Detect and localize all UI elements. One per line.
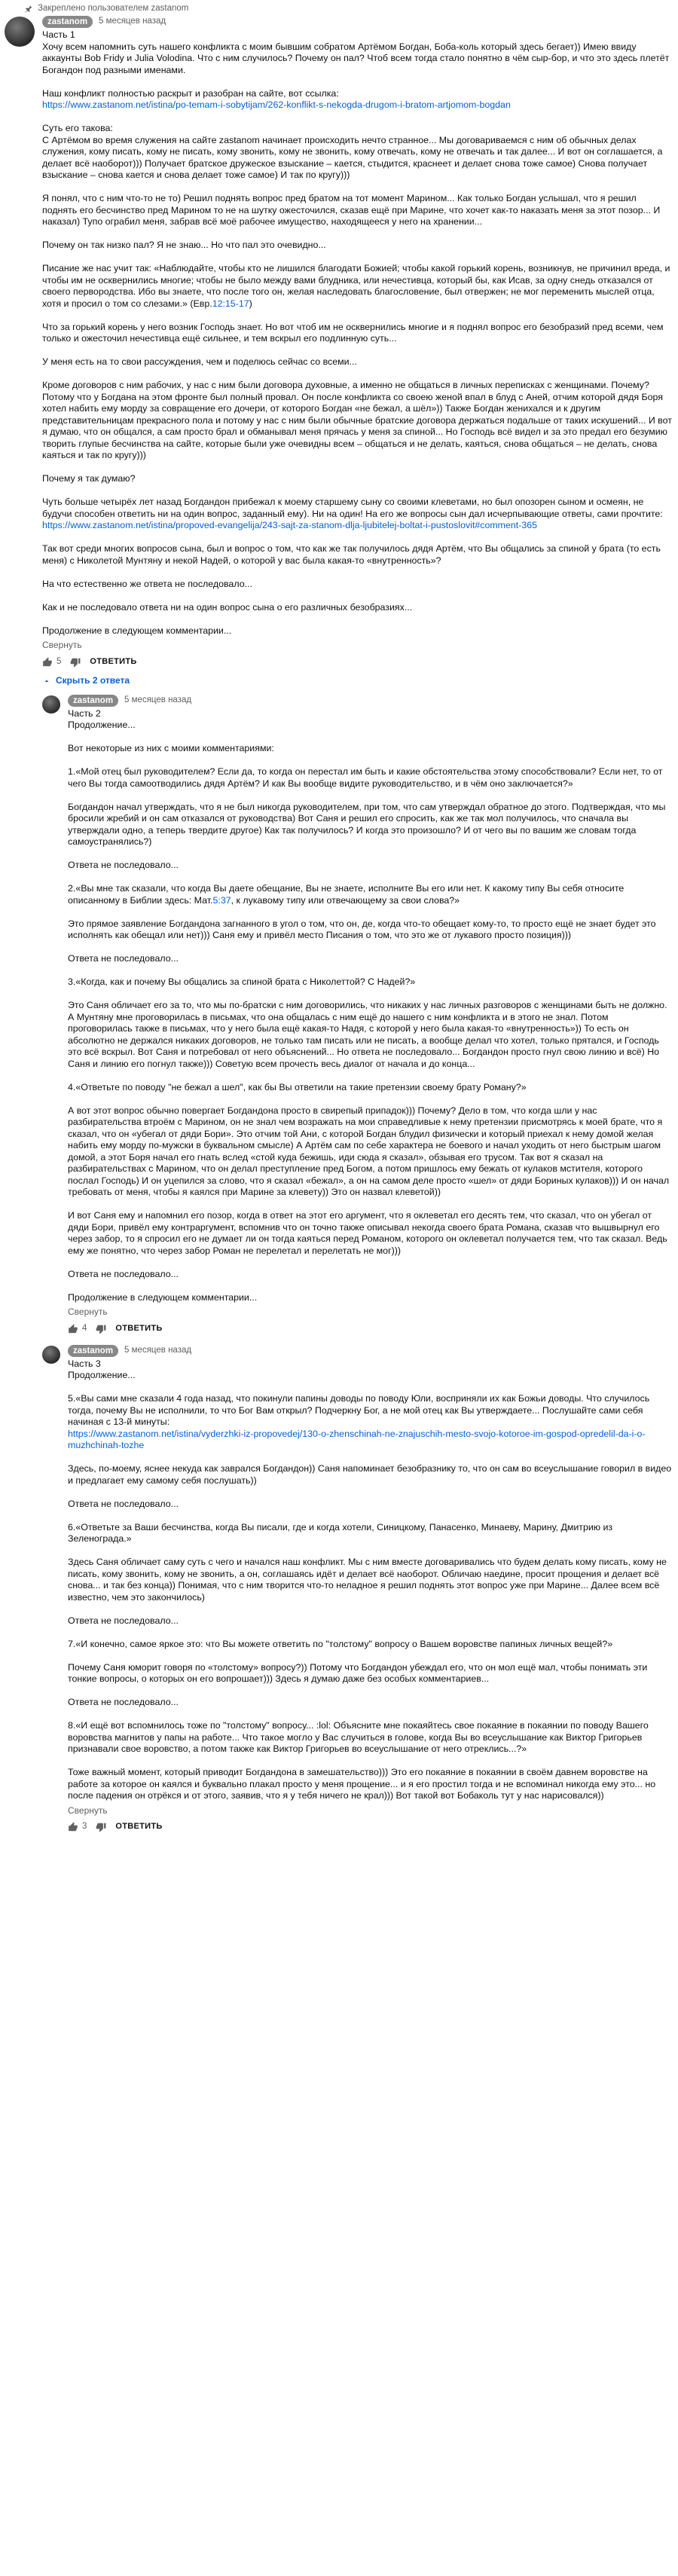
comment-paragraph: Как и не последовало ответа ни на один вопрос сына о его различных безобразиях... bbox=[42, 601, 413, 613]
author-name[interactable]: zastanom bbox=[68, 1345, 118, 1357]
thumb-down-icon bbox=[70, 657, 81, 668]
like-count: 3 bbox=[82, 1822, 87, 1832]
pinned-indicator bbox=[5, 3, 672, 15]
comment-paragraph: 7.«И конечно, самое яркое это: что Вы можете ответить по "толстому" вопросу о Вашем воровстве папиных личных вещей?» bbox=[68, 1638, 613, 1649]
replies-list bbox=[42, 694, 672, 1837]
comment-paragraph: Ответа не последовало... bbox=[68, 953, 179, 964]
avatar[interactable] bbox=[5, 17, 35, 47]
scripture-ref-link[interactable]: 12:15-17 bbox=[212, 298, 249, 309]
comment-paragraph: 6.«Ответьте за Ваши бесчинства, когда Вы писали, где и когда хотели, Синицкому, Панасенко, Минаеву, Марину, Дмитрию из Зеленограда.» bbox=[68, 1521, 615, 1544]
comment-paragraph: Это прямое заявление Богдандона загнанного в угол о том, что он, де, когда что-то обещает кому-то, то просто ещё не знает будет это исполнять как обещал или нет))) Саня ему и привёл место Писания о том, что это же от лукавого просто позиция))) bbox=[68, 918, 659, 940]
scripture-ref-link[interactable]: 5:37 bbox=[212, 894, 231, 906]
comment-paragraph: А вот этот вопрос обычно повергает Богдандона просто в свирепый припадок))) Почему? Дело в том, что когда шли у нас разбирательства втроём с Марином, он не знал чем возражать на мои справедливые к нему претензии присмотрясь к моей брате, что я сказал, что он «убегал от дяди Бори». Это отчим той Ани, с которой Богдан блудил физически и который приехал к нему домой желая набить ему морду по-мужски в буквальном смысле) А Артём сам по себе характера не боевого и начал уходить от него быстрым шагом домой, а этот Боря начал его гнать вслед «стой куда бежишь, иди сюда я сказал», обзывая его трусом. Так вот я сказал на разбирательствах с Марином, что он делал преступление пред Богом, а потом пришлось ему бежать от кулаков мстителя, которого послал Господь) И он уцепился за слово, что я сказал «бежал», а он на самом деле просто «шел» от дяди Бориных кулаков))) И он начал требовать от меня, чтобы я каялся при Марине за клевету)) Это он назвал клеветой)) bbox=[68, 1105, 672, 1197]
comment-paragraph: И вот Саня ему и напомнил его позор, когда в ответ на этот его аргумент, что я оклеветал его десять тем, что сказал, что он убегал от дяди Бори, привёл ему контраргумент, вспомнив что он точно также описывал некогда своего брата Романа, сказав что вышвырнул его через забор, то я спросил его не думает ли он тогда каяться перед Романом, которого он оклеветал получается тем, что так сказал. Ведь ему же понятно, что через забор Роман не перелетал и перелетать не мог))) bbox=[68, 1210, 670, 1256]
author-name[interactable]: zastanom bbox=[42, 16, 93, 28]
comment-paragraph: Чуть больше четырёх лет назад Богдандон прибежал к моему старшему сыну со своими клеветами, но был опозорен сыном и осмеян, не будучи способен ответить ни на один вопрос, заданный ему). Ни на один! На его же вопросы сын дал исчерпывающие ответы, сами прочтите: https://www.zastanom.net/istina/propoved-evangelija/243-sajt-za-stanom-dlja-ljubitelej-boltat-i-pustoslovit#comment-365 bbox=[42, 497, 663, 530]
comment-paragraph: 1.«Мой отец был руководителем? Если да, то когда он перестал им быть и какие обстоятельства этому способствовали? Если нет, то от чего Вы тогда самоотводились дядя Артём? И как Вы вообще видите руководительство, и в чём оно заключается?» bbox=[68, 766, 665, 789]
reply-button[interactable]: ОТВЕТИТЬ bbox=[90, 656, 137, 666]
comment-paragraph: Почему он так низко пал? Я не знаю... Но что пал это очевидно... bbox=[42, 240, 326, 250]
comment-paragraph: Кроме договоров с ним рабочих, у нас с ним были договора духовные, а именно не общаться в личных переписках с женщинами. Почему? Потому что у Богдана на этом фронте был полный провал. Он после конфликта со своею женой впал в блуд с Аней, отчим которой дядя Боря хотел набить ему морду за совращение его дочери, от которого Богдан «не бежал, а шёл»)) Также Богдан женихался и к другим представительницам прекрасного пола и потому у нас с ним были обычные братские договора держаться подальше от таких искушений... И вот я думаю, что он общался, а сам просто брал и обманывал меня прячась у меня за спиной... Но Господь всё видел и за это предал его безумию творить глупые бесчинства на сайте, которые были уже очевидны всем – общаться и не делать, каяться, снова общаться – не делать, снова каяться и так по кругу))) bbox=[42, 380, 675, 460]
comment-paragraph: Это Саня обличает его за то, что мы по-братски с ним договорились, что никаких у нас личных разговоров с женщинами быть не должно. А Мунтяну мне проговорилась в письмах, что она общалась с ним ещё до нашего с ним конфликта и в этого не знал. Потом проговорилась также в письмах, что у него была ещё какая-то Надя, с которой у него была какая-то «внутренность»)) То есть он абсолютно не держался никаких договоров, не только там писать или не писать, а вообще делал что хотел, только прятался, и Господь это всё вскрыл. Вот Саня и потребовал от него объяснений... Но ответа не последовало... Богдандон просто гнул свою линию и всё) Но Саня и линию его погнул также))) Советую всем прочесть весь диалог от начала и до конца... bbox=[68, 1000, 670, 1069]
pinned-label: Закреплено пользователем zastanom bbox=[38, 4, 189, 14]
timestamp[interactable]: 5 месяцев назад bbox=[124, 695, 192, 704]
thumb-down-icon bbox=[96, 1324, 106, 1334]
comment-paragraph: Наш конфликт полностью раскрыт и разобран на сайте, вот ссылка: https://www.zastanom.net/istina/po-temam-i-sobytijam/262-konflikt-s-nekogda-drugom-i-bratom-artjomom-bogdan bbox=[42, 87, 511, 110]
comment-paragraph: 5.«Вы сами мне сказали 4 года назад, что покинули папины доводы по поводу Юли, восприняли их как Божьи доводы. Что случилось тогда, почему Вы не исполнили, то что Бог Вам открыл? Подчеркну Бог, а не мой отец как Вы утверждаете... Послушайте сами себя начиная с 13-й минуты: https://www.zastanom.net/istina/vyderzhki-iz-propovedej/130-o-zhenschinah-ne-znajuschih-mesto-svojo-kotoroe-im-gospod-opredelil-da-i-o-muzhchinah-tozhe bbox=[68, 1393, 650, 1450]
like-count: 4 bbox=[82, 1323, 87, 1333]
pin-icon bbox=[24, 5, 33, 14]
top-comment bbox=[5, 15, 675, 1842]
reply-comment bbox=[42, 694, 672, 1338]
comment-paragraph: Часть 1 Хочу всем напомнить суть нашего конфликта с моим бывшим собратом Артёмом Богдан, Боба-коль который здесь бегает)) Имею ввиду аккаунты Bob Fridy и Julia Volodina. Что с ним случилось? Почему он пал? Чтоб всем тогда стало понятно в чём сыр-бор, и что это здесь плетёт Богандон под разными именами. bbox=[42, 29, 670, 75]
avatar[interactable] bbox=[42, 695, 60, 714]
comment-paragraph: На что естественно же ответа не последовало... bbox=[42, 578, 252, 589]
timestamp[interactable]: 5 месяцев назад bbox=[99, 17, 166, 26]
reply-comment bbox=[42, 1344, 672, 1837]
comment-paragraph: Здесь, по-моему, яснее некуда как заврался Богдандон)) Саня напоминает безобразнику то, что он сам во всеуслышание говорил в видео и предлагает ему самому себя послушать)) bbox=[68, 1463, 674, 1486]
thumb-up-icon bbox=[68, 1324, 78, 1334]
author-name[interactable]: zastanom bbox=[68, 695, 118, 707]
dislike-button[interactable] bbox=[96, 1324, 106, 1334]
like-count: 5 bbox=[56, 656, 62, 666]
thumb-down-icon bbox=[96, 1822, 106, 1832]
like-button[interactable] bbox=[42, 656, 61, 668]
comment-paragraph: Ответа не последовало... bbox=[68, 1268, 179, 1279]
dislike-button[interactable] bbox=[96, 1822, 106, 1832]
url-link[interactable]: https://www.zastanom.net/istina/po-temam-i-sobytijam/262-konflikt-s-nekogda-drugom-i-bratom-artjomom-bogdan bbox=[42, 99, 511, 110]
comment-paragraph: 4.«Ответьте по поводу "не бежал а шел", как бы Вы ответили на такие претензии своему брату Роману?» bbox=[68, 1081, 527, 1092]
comment-paragraph: Так вот среди многих вопросов сына, был и вопрос о том, что как же так получилось дядя Артём, что Вы общались за спиной у брата (то есть меня) с Николетой Мунтяну и некой Надей, о которой у вас была какая-то «внутренность»? bbox=[42, 543, 664, 566]
comment-text bbox=[68, 708, 672, 1304]
comment-paragraph: Почему Саня юморит говоря по «толстому» вопросу?)) Потому что Богдандон убеждал его, что он мол ещё мал, чтобы понимать эти тонкие вопросы, о которых он его вопрошает))) Здесь я думаю даже без особых комментариев... bbox=[68, 1661, 650, 1684]
comment-paragraph: Суть его такова: С Артёмом во время служения на сайте zastanom начинает происходить нечто странное... Мы договариваемся с ним об обычных делах служения, кому писать, кому не писать, кому звонить, кому не звонить, кому отвечать, кому не отвечать и так далее... И вот он соглашается, а делает всё наоборот))) Получает братское дружеское взыскание – кается, стыдится, краснеет и делает снова тоже самое) Снова получает взыскание – снова кается и снова делает тоже самое) И так по кругу))) bbox=[42, 123, 663, 180]
dislike-button[interactable] bbox=[70, 657, 81, 668]
comment-paragraph: Что за горький корень у него возник Господь знает. Но вот чтоб им не осквернились многие и я поднял вопрос его безобразий пред всеми, чем только и ожесточил нечестивца ещё сильнее, и тем вскрыл его подлинную суть... bbox=[42, 321, 666, 344]
comment-paragraph: Почему я так думаю? bbox=[42, 473, 136, 484]
chevron-up-icon bbox=[42, 677, 51, 686]
url-link[interactable]: https://www.zastanom.net/istina/vyderzhki-iz-propovedej/130-o-zhenschinah-ne-znajuschih-mesto-svojo-kotoroe-im-gospod-opredelil-da-i-o-muzhchinah-tozhe bbox=[68, 1428, 646, 1450]
url-link[interactable]: https://www.zastanom.net/istina/propoved-evangelija/243-sajt-za-stanom-dlja-ljubitelej-boltat-i-pustoslovit#comment-365 bbox=[42, 520, 538, 530]
comment-paragraph: Богдандон начал утверждать, что я не был никогда руководителем, при том, что сам утверждал обратное до этого. Подтверждая, что мы бросили жребий и он сам отказался от руководства) Вот Саня и решил его спросить, как же так мол получилось, что сначала вы утверждали одно, а теперь твердите другое) Как так получилось? И когда это произошло? И от чего вы по вашим же словам тогда самоустранялись?) bbox=[68, 801, 668, 847]
comment-paragraph: Тоже важный момент, который приводит Богдандона в замешательство))) Это его покаяние в покаянии в своём давнем воровстве на работе за которое он каялся и буквально плакал просто у меня прощение... и я его простил тогда и не вспоминал никогда ему это... но после падения он отрёкся и от этого, заявив, что я у тебя ничего не крал))) Вот такой вот Бобаколь тут у нас нарисовался)) bbox=[68, 1767, 658, 1801]
like-button[interactable] bbox=[68, 1821, 87, 1833]
like-button[interactable] bbox=[68, 1323, 87, 1335]
comment-paragraph: Вот некоторые из них с моими комментариями: bbox=[68, 743, 274, 753]
thumb-up-icon bbox=[68, 1822, 78, 1832]
comment-paragraph: Ответа не последовало... bbox=[68, 1697, 179, 1707]
comment-paragraph: 3.«Когда, как и почему Вы общались за спиной брата с Николеттой? С Надей?» bbox=[68, 976, 416, 987]
comment-paragraph: Часть 3 Продолжение... bbox=[68, 1358, 136, 1380]
collapse-button[interactable]: Свернуть bbox=[68, 1306, 108, 1317]
collapse-button[interactable]: Свернуть bbox=[68, 1804, 108, 1816]
thumb-up-icon bbox=[42, 657, 53, 668]
hide-replies-label: Скрыть 2 ответа bbox=[56, 674, 130, 686]
comment-paragraph: У меня есть на то свои рассуждения, чем и поделюсь сейчас со всеми... bbox=[42, 356, 357, 367]
comment-paragraph: Я понял, что с ним что-то не то) Решил поднять вопрос пред братом на тот момент Марином... Как только Богдан услышал, что я решил поднять его бесчинство пред Марином то не на шутку ожесточился, сказав ещё при Марине, что хочет как-то наказать меня за этот позор... И наказал) Тупо ограбил меня, забрав всё моё рабочее имущество, находящееся у него на хранении... bbox=[42, 193, 663, 227]
hide-replies-toggle[interactable] bbox=[42, 673, 672, 689]
collapse-button[interactable]: Свернуть bbox=[42, 640, 82, 650]
comment-text bbox=[68, 1358, 672, 1802]
comment-paragraph: 8.«И ещё вот вспомнилось тоже по "толстому" вопросу... :lol: Объясните мне покаяйтесь свое покаяние в покаянии по поводу Вашего воровства магнитов у папы на работе... Что такое могло у Вас случиться в голове, когда Вы во всеуслышание как Виктор Григорьев признавали свое воровство, а потом также как Виктор Григорьев во всеуслышание от него отреклись...?» bbox=[68, 1720, 652, 1754]
reply-button[interactable]: ОТВЕТИТЬ bbox=[115, 1822, 163, 1832]
comment-paragraph: Ответа не последовало... bbox=[68, 860, 179, 870]
comment-paragraph: Часть 2 Продолжение... bbox=[68, 707, 136, 730]
comment-text bbox=[42, 29, 675, 637]
comment-paragraph: Продолжение в следующем комментарии... bbox=[42, 625, 232, 636]
comment-paragraph: 2.«Вы мне так сказали, что когда Вы даете обещание, Вы не знаете, исполните Вы его или нет. К какому типу Вы себя относите описанному в Библии здесь: Мат.5:37, к лукавому типу или отвечающему за свои слова?» bbox=[68, 883, 627, 906]
comment-paragraph: Ответа не последовало... bbox=[68, 1498, 179, 1509]
timestamp[interactable]: 5 месяцев назад bbox=[124, 1345, 192, 1355]
comment-paragraph: Писание же нас учит так: «Наблюдайте, чтобы кто не лишился благодати Божией; чтобы какой горький корень, возникнув, не причинил вреда, и чтобы им не осквернились многие; чтобы не было между вами блудника, или нечестивца, который бы, как Исав, за одну снедь отказался от своего первородства. Ибо вы знаете, что после того он, желая наследовать благословение, был отвержен; не мог переменить мыслей отца, хотя и просил о том со слезами.» (Евр.12:15-17) bbox=[42, 263, 673, 309]
avatar[interactable] bbox=[42, 1346, 60, 1364]
reply-button[interactable]: ОТВЕТИТЬ bbox=[115, 1323, 163, 1333]
comment-paragraph: Здесь Саня обличает саму суть с чего и начался наш конфликт. Мы с ним вместе договаривались что будем делать кому писать, кому не писать, кому звонить, кому не звонить, а он, соглашаясь идёт и делает всё наоборот. Обличаю наедине, просит прощения и делает всё снова... и так без конца)) Понимая, что с ним творится что-то неладное я решил поднять этот вопрос уже при Марине... Далее всем всё известно, чем это закончилось) bbox=[68, 1557, 670, 1603]
comment-paragraph: Ответа не последовало... bbox=[68, 1615, 179, 1626]
comment-paragraph: Продолжение в следующем комментарии... bbox=[68, 1291, 258, 1303]
